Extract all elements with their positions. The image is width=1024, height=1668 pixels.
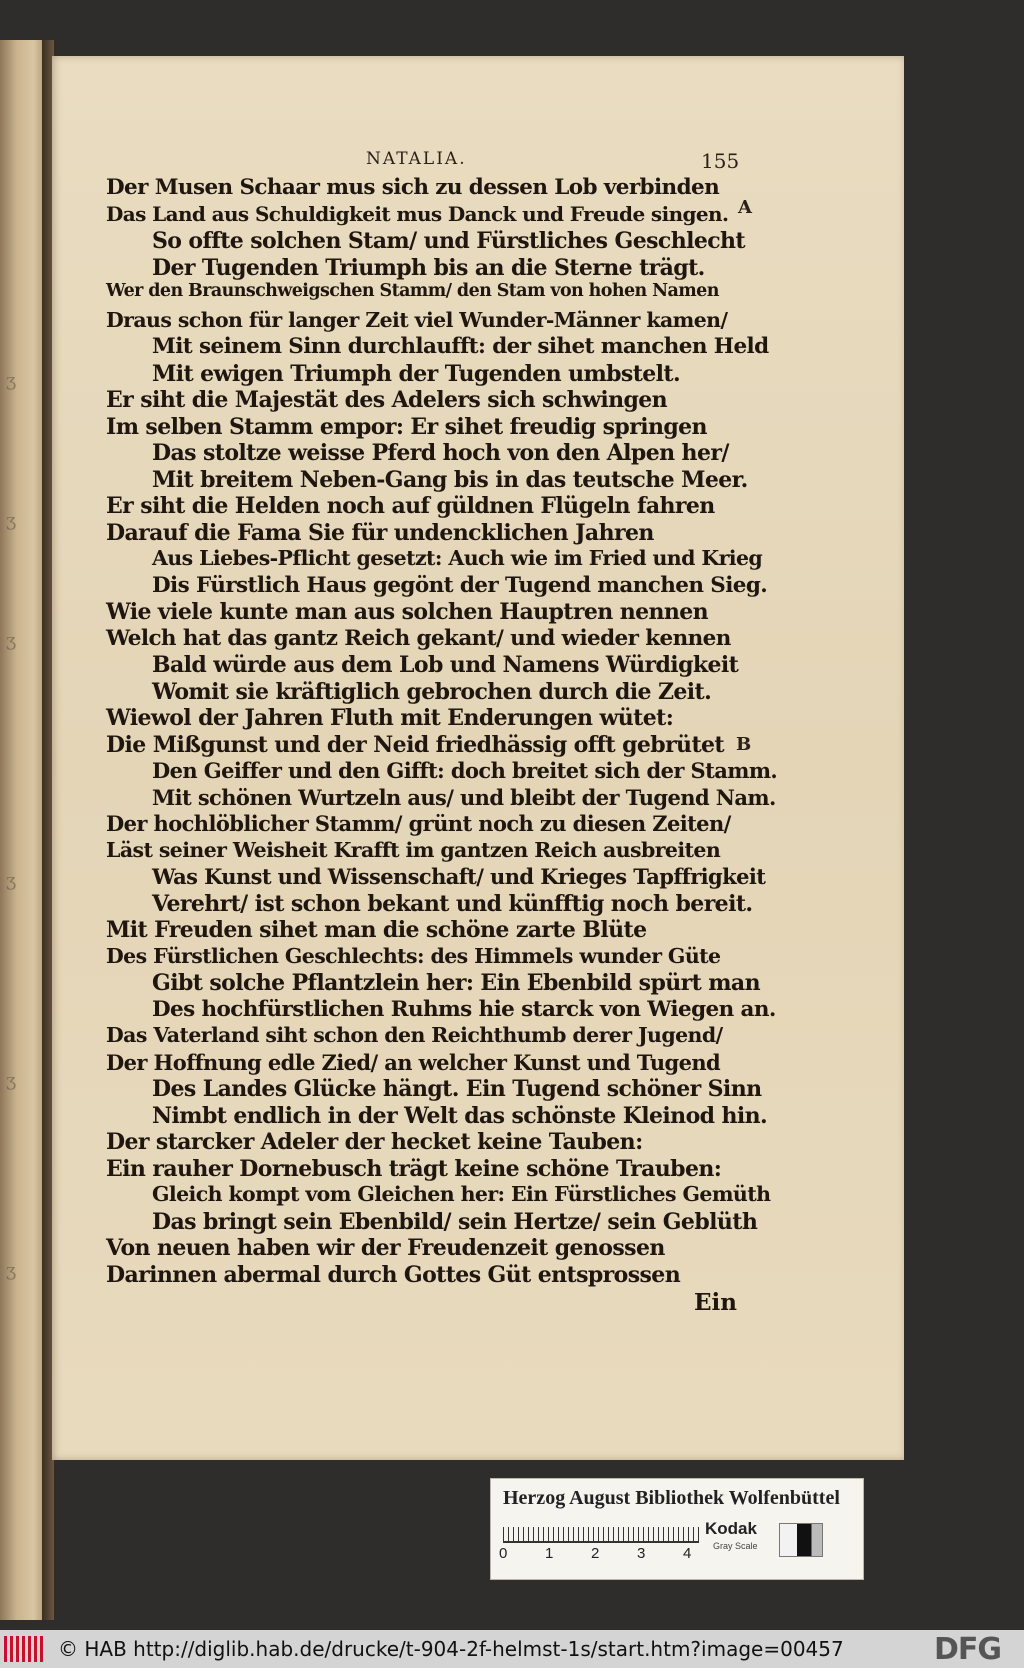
text-line: Mit seinem Sinn durchlaufft: der sihet manchen Held: [152, 334, 769, 359]
text-line: Mit breitem Neben-Gang bis in das teutsche Meer.: [152, 466, 748, 493]
text-line: Womit sie kräftiglich gebrochen durch die Zeit.: [152, 678, 712, 705]
margin-letter-a: A: [738, 197, 752, 218]
text-line: Wer den Braunschweigschen Stamm/ den Stam von hohen Namen: [106, 281, 719, 301]
text-line: Der starcker Adeler der hecket keine Tauben:: [106, 1129, 643, 1155]
catchword: Ein: [694, 1289, 737, 1316]
text-line: Im selben Stamm empor: Er sihet freudig springen: [106, 413, 707, 440]
bleed-mark: ʒ: [6, 370, 17, 391]
text-line: Ein rauher Dornebusch trägt keine schöne Trauben:: [106, 1155, 722, 1182]
ruler-number: 3: [637, 1545, 646, 1562]
text-line: Der Musen Schaar mus sich zu dessen Lob verbinden: [106, 175, 720, 200]
text-line: Was Kunst und Wissenschaft/ und Krieges Tapffrigkeit: [152, 864, 766, 889]
text-line: Er siht die Majestät des Adelers sich schwingen: [106, 387, 668, 413]
text-line: Mit schönen Wurtzeln aus/ und bleibt der Tugend Nam.: [152, 784, 776, 810]
kodak-subtitle: Gray Scale: [713, 1541, 758, 1551]
text-line: Gibt solche Pflantzlein her: Ein Ebenbild spürt man: [152, 970, 760, 996]
text-line: Der Hoffnung edle Zied/ an welcher Kunst und Tugend: [106, 1049, 721, 1075]
text-line: Nimbt endlich in der Welt das schönste Kleinod hin.: [152, 1102, 768, 1129]
text-line: Mit ewigen Triumph der Tugenden umbstelt.: [152, 360, 681, 387]
ruler-number: 4: [683, 1545, 692, 1562]
text-line: Das stoltze weisse Pferd hoch von den Alpen her/: [152, 440, 729, 466]
text-line: Der hochlöblicher Stamm/ grünt noch zu diesen Zeiten/: [106, 811, 731, 836]
text-line: Des Landes Glücke hängt. Ein Tugend schöner Sinn: [152, 1076, 762, 1102]
text-line: Den Geiffer und den Gifft: doch breitet sich der Stamm.: [152, 758, 778, 783]
library-label: [490, 1478, 864, 1580]
text-line: Der Tugenden Triumph bis an die Sterne trägt.: [152, 254, 705, 281]
text-line: Verehrt/ ist schon bekant und künfftig noch bereit.: [152, 890, 753, 917]
text-line: Draus schon für langer Zeit viel Wunder-Männer kamen/: [106, 307, 728, 332]
text-line: Wiewol der Jahren Fluth mit Enderungen wütet:: [106, 705, 674, 731]
text-line: Gleich kompt vom Gleichen her: Ein Fürstliches Gemüth: [152, 1182, 771, 1206]
text-line: Mit Freuden sihet man die schöne zarte Blüte: [106, 917, 647, 943]
text-line: Das Land aus Schuldigkeit mus Danck und Freude singen.: [106, 201, 729, 226]
bleed-mark: ʒ: [6, 870, 17, 891]
text-line: Von neuen haben wir der Freudenzeit genossen: [106, 1235, 665, 1261]
text-line: Das Vaterland siht schon den Reichthumb derer Jugend/: [106, 1023, 723, 1047]
text-line: Des Fürstlichen Geschlechts: des Himmels wunder Güte: [106, 943, 721, 968]
page-number: 155: [701, 149, 740, 173]
text-line: Dis Fürstlich Haus gegönt der Tugend manchen Sieg.: [152, 572, 768, 598]
text-line: Er siht die Helden noch auf güldnen Flügeln fahren: [106, 493, 715, 519]
margin-letter-b: B: [736, 734, 752, 755]
dfg-logo: DFG: [934, 1632, 1002, 1667]
adjacent-page-edge: [0, 40, 48, 1620]
text-line: Darinnen abermal durch Gottes Güt entsprossen: [106, 1261, 681, 1288]
bleed-mark: ʒ: [6, 510, 17, 531]
text-line: So offte solchen Stam/ und Fürstliches Geschlecht: [152, 228, 745, 254]
ruler-number: 1: [545, 1545, 554, 1562]
library-name: Herzog August Bibliothek Wolfenbüttel: [503, 1487, 840, 1509]
ruler-number: 2: [591, 1545, 600, 1562]
text-line: Läst seiner Weisheit Krafft im gantzen Reich ausbreiten: [106, 837, 721, 862]
bleed-mark: ʒ: [6, 1260, 17, 1281]
text-line: Des hochfürstlichen Ruhms hie starck von Wiegen an.: [152, 996, 776, 1022]
text-line: Wie viele kunte man aus solchen Hauptren nennen: [106, 599, 709, 625]
scale-ruler: [503, 1519, 699, 1543]
source-url[interactable]: © HAB http://diglib.hab.de/drucke/t-904-2f-helmst-1s/start.htm?image=00457: [58, 1637, 844, 1661]
bleed-mark: ʒ: [6, 630, 17, 651]
bleed-mark: ʒ: [6, 1070, 17, 1091]
text-line: Bald würde aus dem Lob und Namens Würdigkeit: [152, 652, 739, 678]
ruler-number: 0: [499, 1545, 508, 1562]
footer-bar: [0, 1630, 1024, 1668]
text-line: Das bringt sein Ebenbild/ sein Hertze/ sein Geblüth: [152, 1208, 758, 1235]
running-head: NATALIA.: [366, 149, 467, 169]
kodak-brand: Kodak: [705, 1519, 757, 1538]
hab-logo-icon: [4, 1636, 46, 1662]
text-line: Aus Liebes-Pflicht gesetzt: Auch wie im Fried und Krieg: [152, 546, 763, 570]
text-line: Die Mißgunst und der Neid friedhässig offt gebrütet: [106, 731, 724, 758]
text-line: Welch hat das gantz Reich gekant/ und wieder kennen: [106, 625, 731, 651]
grayscale-patch: [779, 1523, 823, 1557]
text-line: Darauf die Fama Sie für undencklichen Jahren: [106, 519, 654, 546]
